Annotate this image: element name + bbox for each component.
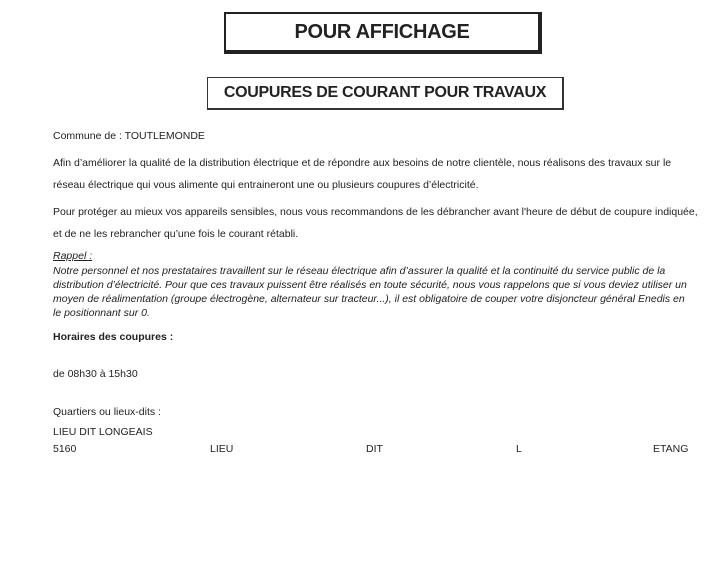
quartier-row-cell: 5160 (53, 443, 77, 455)
quartier-row (53, 443, 693, 459)
quartier-row-cell: ETANG (653, 443, 689, 455)
quartier-name: LIEU DIT LONGEAIS (53, 426, 153, 438)
quartier-row-cell: LIEU (210, 443, 234, 455)
rappel-text: Notre personnel et nos prestataires travaillent sur le réseau électrique afin d’assurer la qualité et la continuité du service public de la distribution d’électricité. Pour que ces travaux puissent être réalisés en toute sécurité, nous vous rappelons que si vous deviez utiliser un moyen de réalimentation (groupe électrogène, alternateur sur tracteur...), il est obligatoire de couper votre disjoncteur général Enedis en le positionnant sur 0. (53, 265, 687, 319)
commune-line: Commune de : TOUTLEMONDE (53, 130, 205, 142)
horaires-value: de 08h30 à 15h30 (53, 368, 138, 380)
quartier-row-cell: L (516, 443, 522, 455)
horaires-heading: Horaires des coupures : (53, 331, 174, 343)
quartier-row-cell: DIT (366, 443, 383, 455)
page-subtitle: COUPURES DE COURANT POUR TRAVAUX (207, 77, 564, 110)
intro-paragraph: Afin d’améliorer la qualité de la distribution électrique et de répondre aux besoins de notre clientèle, nous réalisons des travaux sur le réseau électrique qui vous alimente qui entraineront une ou plusieurs coupures d’électricité. (53, 157, 672, 191)
rappel-label: Rappel : (53, 250, 93, 262)
page-title: POUR AFFICHAGE (224, 12, 542, 54)
advice-paragraph: Pour protéger au mieux vos appareils sensibles, nous vous recommandons de les débrancher avant l'heure de début de coupure indiquée, et de ne les rebrancher qu’une fois le courant rétabli. (53, 206, 698, 240)
quartiers-heading: Quartiers ou lieux-dits : (53, 406, 161, 418)
